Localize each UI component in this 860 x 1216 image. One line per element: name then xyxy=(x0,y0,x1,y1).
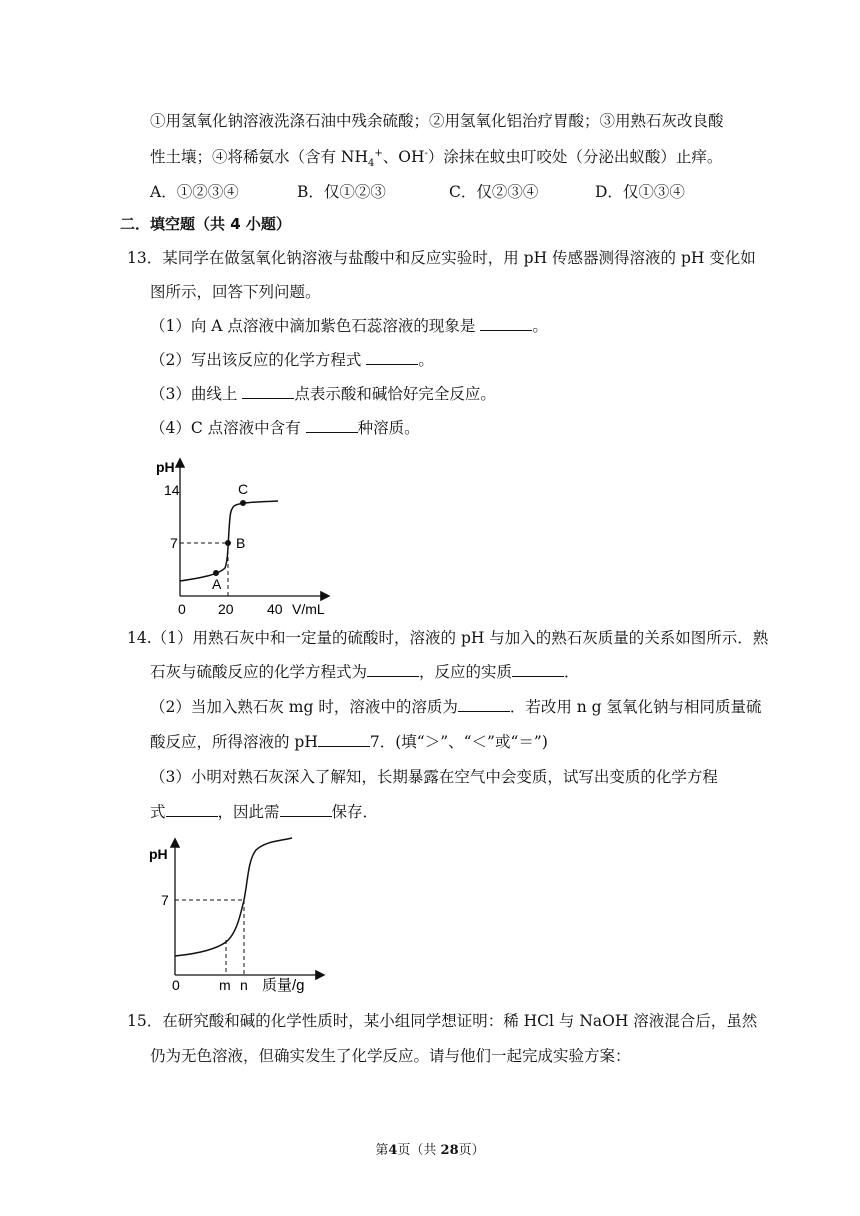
answer-blank[interactable] xyxy=(512,662,564,677)
answer-blank[interactable] xyxy=(458,697,510,712)
section-title: 二．填空题（共 4 小题） xyxy=(120,215,291,233)
answer-blank[interactable] xyxy=(280,802,332,817)
x-axis-label: V/mL xyxy=(292,601,325,617)
footer-post: 页） xyxy=(458,1143,485,1158)
answer-blank[interactable] xyxy=(366,350,418,365)
q14-line-6-mid: ，因此需 xyxy=(217,803,280,821)
y-axis-label: pH xyxy=(156,459,175,475)
answer-blank[interactable] xyxy=(367,662,419,677)
q13-sub-2 xyxy=(150,350,434,370)
y-axis-label: pH xyxy=(149,846,168,862)
q14-line-6 xyxy=(150,802,378,822)
x-axis-label: 质量/g xyxy=(262,977,305,994)
q13-sub-3-text: （3）曲线上 xyxy=(150,385,238,403)
q13-sub-4-text: （4）C 点溶液中含有 xyxy=(150,419,301,437)
x-tick-20: 20 xyxy=(218,601,234,617)
q14-line-3-end: ．若改用 n g 氢氧化钠与相同质量硫 xyxy=(509,698,762,716)
footer-pre: 第 xyxy=(375,1143,389,1158)
x-tick-m: m xyxy=(219,977,231,993)
q13-sub-2-end: 。 xyxy=(418,351,434,369)
q14-line-2-text: 石灰与硫酸反应的化学方程式为 xyxy=(150,663,368,681)
q13-line-2: 图所示，回答下列问题。 xyxy=(150,283,321,301)
answer-blank[interactable] xyxy=(166,802,218,817)
ph-curve-chart-2 xyxy=(140,832,340,1004)
option-a[interactable]: A．①②③④ xyxy=(150,183,239,201)
option-d[interactable]: D．仅①③④ xyxy=(595,183,685,201)
q14-line-2-mid: ，反应的实质 xyxy=(419,663,513,681)
point-c-label: C xyxy=(238,481,249,497)
q13-sub-4 xyxy=(150,418,420,438)
option-b[interactable]: B．仅①②③ xyxy=(297,183,386,201)
oh-charge: - xyxy=(424,147,428,159)
page-footer xyxy=(0,1139,860,1158)
ph-curve-chart-1 xyxy=(150,450,350,620)
q15-line-1: 15．在研究酸和碱的化学性质时，某小组同学想证明：稀 HCl 与 NaOH 溶液混合后，虽然 xyxy=(127,1012,758,1030)
answer-blank[interactable] xyxy=(242,384,294,399)
q14-line-2 xyxy=(150,662,580,682)
nh4-subscript: 4 xyxy=(368,158,375,170)
q13-sub-1-end: 。 xyxy=(532,317,548,335)
q13-sub-3-end: 点表示酸和碱恰好完全反应。 xyxy=(294,385,496,403)
point-b-label: B xyxy=(236,535,246,551)
y-tick-7: 7 xyxy=(170,535,178,551)
page-number: 4 xyxy=(388,1143,398,1158)
x-tick-0: 0 xyxy=(178,601,186,617)
q13-sub-1 xyxy=(150,316,548,336)
q13-sub-2-text: （2）写出该反应的化学方程式 xyxy=(150,351,362,369)
answer-blank[interactable] xyxy=(306,418,358,433)
q13-sub-3 xyxy=(150,384,496,404)
q14-line-6-end: 保存． xyxy=(331,803,379,821)
q14-line-4-text: 酸反应，所得溶液的 pH xyxy=(150,733,318,751)
point-b xyxy=(225,540,231,546)
q12-line-2-text-c: ）涂抹在蚊虫叮咬处（分泌出蚁酸）止痒。 xyxy=(427,148,723,166)
y-tick-14: 14 xyxy=(164,482,180,498)
x-tick-40: 40 xyxy=(267,601,283,617)
q12-line-2 xyxy=(150,147,723,170)
x-tick-n: n xyxy=(240,977,248,993)
footer-mid: 页（共 xyxy=(397,1143,441,1158)
q14-line-4-end: 7．(填“＞”、“＜”或“＝”) xyxy=(369,733,548,751)
q12-line-1: ①用氢氧化钠溶液洗涤石油中残余硫酸；②用氢氧化铝治疗胃酸；③用熟石灰改良酸 xyxy=(150,112,724,130)
ph-curve xyxy=(175,838,292,956)
q14-line-3 xyxy=(150,697,762,717)
point-a-label: A xyxy=(212,576,222,592)
q12-line-2-text-a: 性土壤；④将稀氨水（含有 NH xyxy=(150,148,369,166)
q14-line-5: （3）小明对熟石灰深入了解知，长期暴露在空气中会变质，试写出变质的化学方程 xyxy=(150,768,718,786)
y-tick-7: 7 xyxy=(161,892,169,908)
answer-blank[interactable] xyxy=(318,732,370,747)
q14-line-6-text: 式 xyxy=(150,803,166,821)
answer-blank[interactable] xyxy=(480,316,532,331)
nh4-charge: + xyxy=(374,147,383,159)
q14-line-2-end: ． xyxy=(564,663,580,681)
q13-sub-4-end: 种溶质。 xyxy=(357,419,420,437)
q13-sub-1-text: （1）向 A 点溶液中滴加紫色石蕊溶液的现象是 xyxy=(150,317,476,335)
q15-line-2: 仍为无色溶液，但确实发生了化学反应。请与他们一起完成实验方案： xyxy=(150,1047,631,1065)
q14-line-4 xyxy=(150,732,548,752)
total-pages: 28 xyxy=(440,1143,459,1158)
q13-line-1: 13．某同学在做氢氧化钠溶液与盐酸中和反应实验时，用 pH 传感器测得溶液的 pH 变化如 xyxy=(127,249,756,267)
point-c xyxy=(240,500,246,506)
x-tick-0: 0 xyxy=(172,977,180,993)
option-c[interactable]: C．仅②③④ xyxy=(449,183,539,201)
q14-line-1: 14.（1）用熟石灰中和一定量的硫酸时，溶液的 pH 与加入的熟石灰质量的关系如图所示．熟 xyxy=(127,629,769,647)
q14-line-3-text: （2）当加入熟石灰 mg 时，溶液中的溶质为 xyxy=(150,698,458,716)
q12-line-2-text-b: 、OH xyxy=(382,148,425,166)
